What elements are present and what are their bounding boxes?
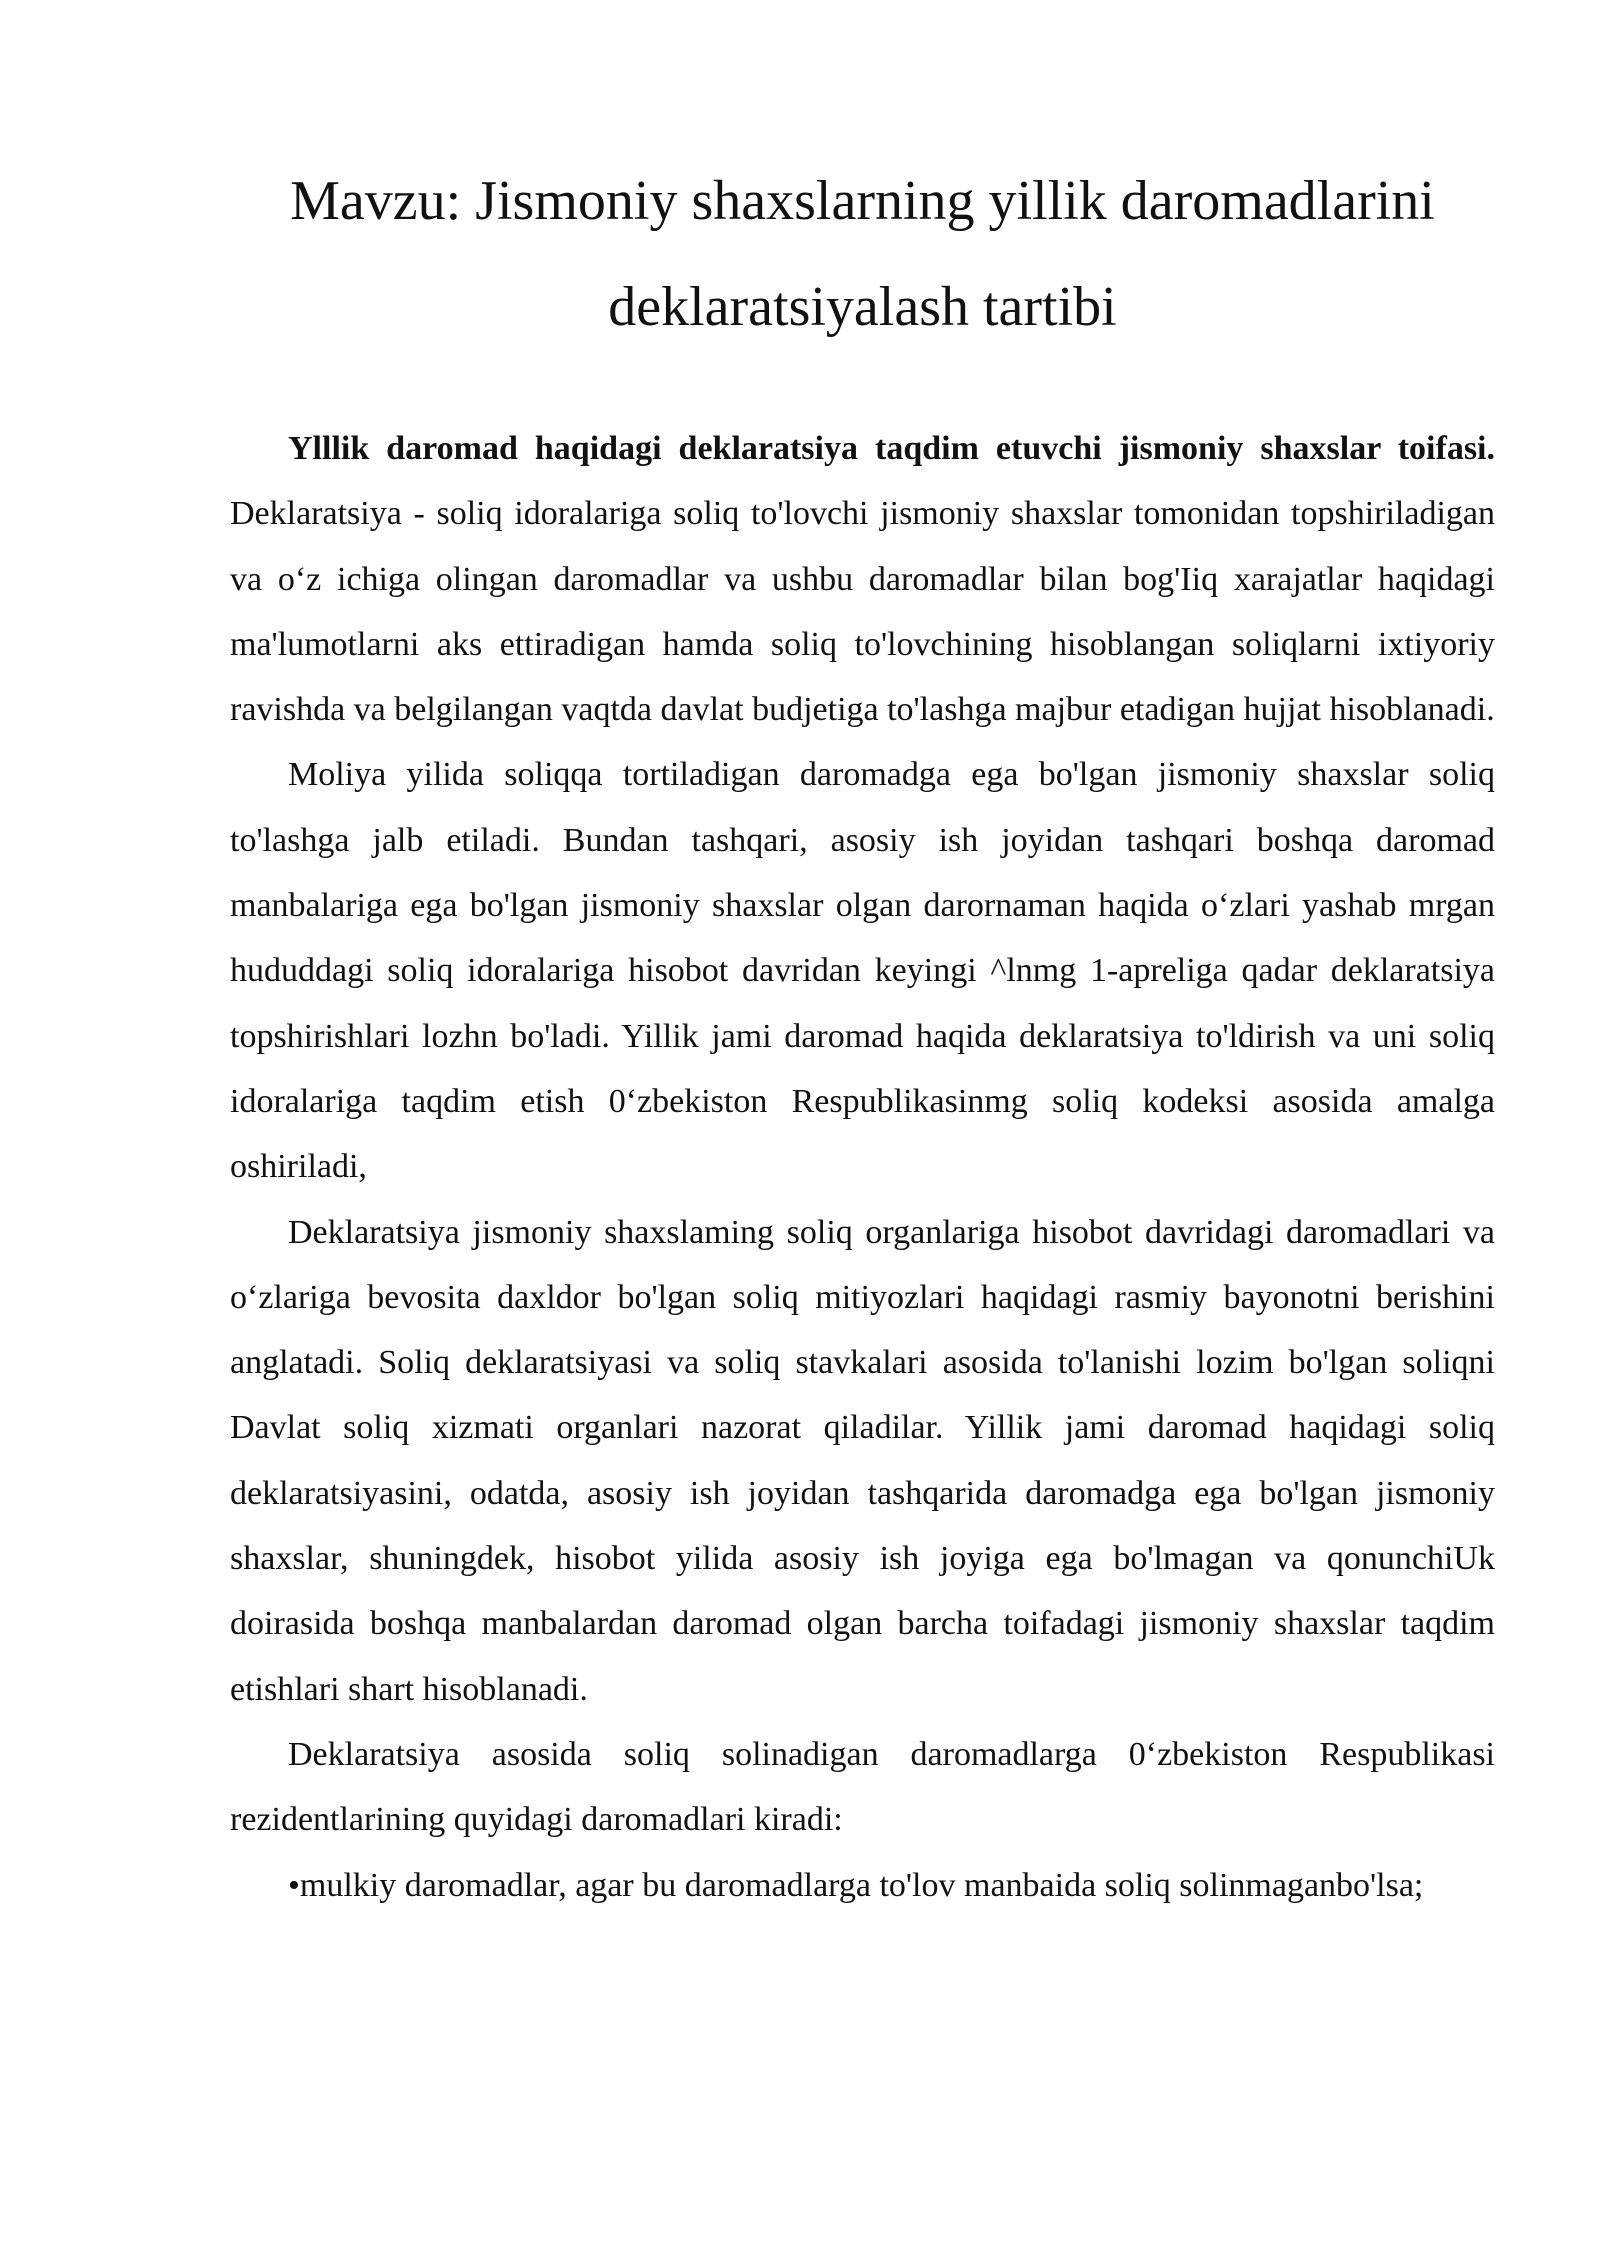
paragraph-3: Deklaratsiya jismoniy shaxslaming soliq organlariga hisobot davridagi daromadlari va o‘zlariga bevosita daxldor bo'lgan soliq mitiyozlari haqidagi rasmiy bayonotni berishini anglatadi. Soliq deklaratsiyasi va soliq stavkalari asosida to'lanishi lozim bo'lgan soliqni Davlat soliq xizmati organlari nazorat qiladilar. Yillik jami daromad haqidagi soliq deklaratsiyasini, odatda, asosiy ish joyidan tashqarida daromadga ega bo'lgan jismoniy shaxslar, shuningdek, hisobot yilida asosiy ish joyiga ega bo'lmagan va qonunchiUk doirasida boshqa manbalardan daromad olgan barcha toifadagi jismoniy shaxslar taqdim etishlari shart hisoblanadi.	[230, 1213, 1495, 1708]
document-title	[230, 148, 1495, 360]
paragraph-1	[230, 416, 1495, 742]
title-line-1: Mavzu: Jismoniy shaxslarning yillik daromadlarini	[290, 170, 1435, 232]
document-body	[230, 416, 1495, 1918]
paragraph-1-text: Deklaratsiya - soliq idoralariga soliq to'lovchi jismoniy shaxslar tomonidan topshiriladigan va o‘z ichiga olingan daromadlar va ushbu daromadlar bilan bog'Iiq xarajatlar haqidagi ma'lumotlarni aks ettiradigan hamda soliq to'lovchining hisoblangan soliqlarni ixtiyoriy ravishda va belgilangan vaqtda davlat budjetiga to'lashga majbur etadigan hujjat hisoblanadi.	[230, 495, 1495, 729]
paragraph-1-bold-lead: Ylllik daromad haqidagi deklaratsiya taqdim etuvchi jismoniy shaxslar toifasi.	[288, 430, 1495, 467]
paragraph-4: Deklaratsiya asosida soliq solinadigan daromadlarga 0‘zbekiston Respublikasi rezidentlarining quyidagi daromadlari kiradi:	[230, 1735, 1495, 1839]
title-line-2: deklaratsiyalash tartibi	[608, 276, 1117, 338]
bullet-item-1: •mulkiy daromadlar, agar bu daromadlarga to'lov manbaida soliq solinmaganbo'lsa;	[288, 1866, 1424, 1904]
paragraph-2: Moliya yilida soliqqa tortiladigan daromadga ega bo'lgan jismoniy shaxslar soliq to'lashga jalb etiladi. Bundan tashqari, asosiy ish joyidan tashqari boshqa daromad manbalariga ega bo'lgan jismoniy shaxslar olgan darornaman haqida o‘zlari yashab mrgan hududdagi soliq idoralariga hisobot davridan keyingi ^lnmg 1-apreliga qadar deklaratsiya topshirishlari lozhn bo'ladi. Yillik jami daromad haqida deklaratsiya to'ldirish va uni soliq idoralariga taqdim etish 0‘zbekiston Respublikasinmg soliq kodeksi asosida amalga oshiriladi,	[230, 756, 1495, 1186]
